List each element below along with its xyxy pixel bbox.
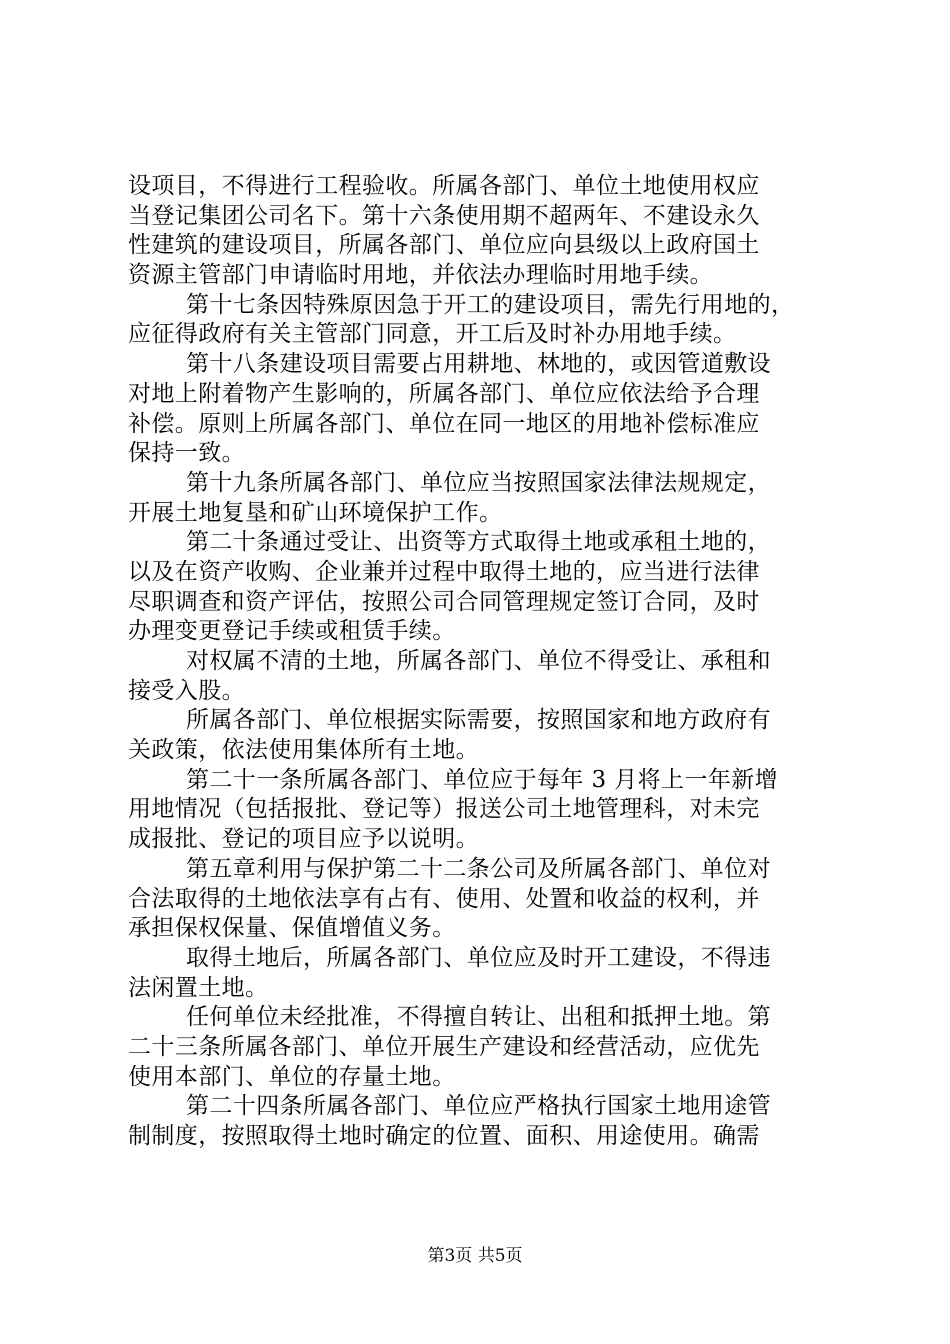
- text-line: 性建筑的建设项目，所属各部门、单位应向县级以上政府国土: [128, 232, 760, 259]
- text-line: 补偿。原则上所属各部门、单位在同一地区的用地补偿标准应: [128, 410, 760, 437]
- text-line: 承担保权保量、保值增值义务。: [128, 915, 456, 942]
- text-line: 第二十条通过受让、出资等方式取得土地或承租土地的，: [186, 529, 771, 556]
- text-line: 应征得政府有关主管部门同意，开工后及时补办用地手续。: [128, 321, 737, 348]
- text-line: 当登记集团公司名下。第十六条使用期不超两年、不建设永久: [128, 202, 760, 229]
- text-line: 第十九条所属各部门、单位应当按照国家法律法规规定，: [186, 469, 771, 496]
- text-line: 第十七条因特殊原因急于开工的建设项目，需先行用地的，: [186, 291, 795, 318]
- text-line: 所属各部门、单位根据实际需要，按照国家和地方政府有: [186, 707, 771, 734]
- text-line: 以及在资产收购、企业兼并过程中取得土地的，应当进行法律: [128, 558, 760, 585]
- text-line: 第二十一条所属各部门、单位应于每年 3 月将上一年新增: [186, 766, 779, 793]
- text-line: 尽职调查和资产评估，按照公司合同管理规定签订合同，及时: [128, 588, 760, 615]
- text-line: 开展土地复垦和矿山环境保护工作。: [128, 499, 503, 526]
- text-line: 第五章利用与保护第二十二条公司及所属各部门、单位对: [186, 855, 771, 882]
- text-line: 合法取得的土地依法享有占有、使用、处置和收益的权利，并: [128, 885, 760, 912]
- text-line: 第十八条建设项目需要占用耕地、林地的，或因管道敷设: [186, 351, 771, 378]
- text-line: 法闲置土地。: [128, 974, 269, 1001]
- text-line: 资源主管部门申请临时用地，并依法办理临时用地手续。: [128, 262, 713, 289]
- page-number-footer: 第3页 共5页: [427, 1246, 523, 1266]
- text-line: 设项目，不得进行工程验收。所属各部门、单位土地使用权应: [128, 173, 760, 199]
- text-line: 二十三条所属各部门、单位开展生产建设和经营活动，应优先: [128, 1033, 760, 1060]
- text-line: 用地情况（包括报批、登记等）报送公司土地管理科，对未完: [128, 796, 760, 823]
- text-line: 接受入股。: [128, 677, 245, 704]
- text-line: 任何单位未经批准，不得擅自转让、出租和抵押土地。第: [186, 1004, 771, 1031]
- body-text: [128, 172, 828, 1152]
- text-line: 保持一致。: [128, 440, 245, 467]
- text-line: 成报批、登记的项目应予以说明。: [128, 826, 479, 853]
- text-line: 对权属不清的土地，所属各部门、单位不得受让、承租和: [186, 648, 771, 674]
- text-line: 办理变更登记手续或租赁手续。: [128, 618, 456, 645]
- text-line: 第二十四条所属各部门、单位应严格执行国家土地用途管: [186, 1093, 771, 1120]
- text-line: 对地上附着物产生影响的，所属各部门、单位应依法给予合理: [128, 380, 760, 407]
- text-line: 使用本部门、单位的存量土地。: [128, 1063, 456, 1090]
- text-line: 关政策，依法使用集体所有土地。: [128, 737, 479, 764]
- text-line: 取得土地后，所属各部门、单位应及时开工建设，不得违: [186, 944, 771, 971]
- text-line: 制制度，按照取得土地时确定的位置、面积、用途使用。确需: [128, 1123, 760, 1149]
